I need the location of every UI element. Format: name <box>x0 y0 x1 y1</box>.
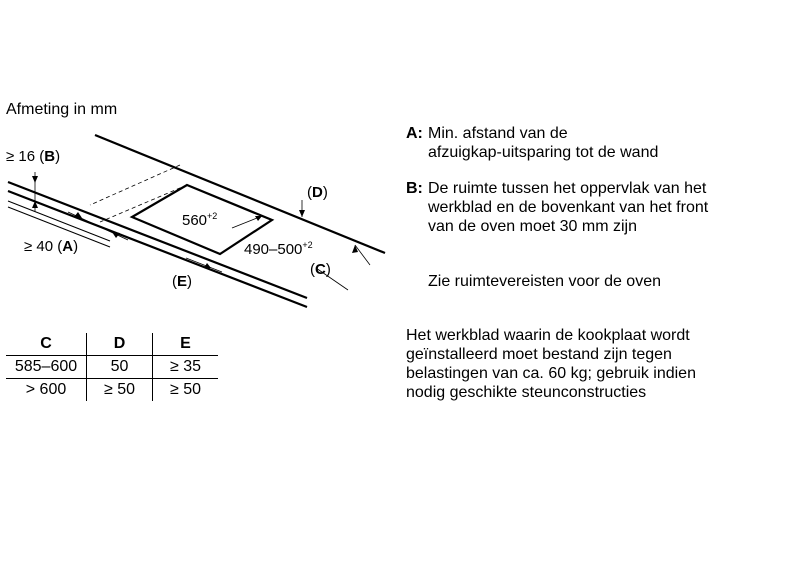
label-a-prefix: ≥ 40 ( <box>24 238 63 255</box>
note-b-key: B: <box>406 180 423 197</box>
table-cell: 585–600 <box>6 356 87 379</box>
dim-c-line-2 <box>355 245 370 265</box>
note-b-line-3: van de oven moet 30 mm zijn <box>428 218 637 235</box>
table-header-e: E <box>153 333 219 356</box>
dim-c-arrow <box>352 245 358 253</box>
label-c-prefix: ( <box>310 261 315 278</box>
diagram-title: Afmeting in mm <box>6 101 118 118</box>
label-width <box>182 207 217 230</box>
note-b-text <box>428 179 708 236</box>
label-b-suffix: ) <box>55 148 61 165</box>
note-b <box>406 179 708 236</box>
table-cell: 50 <box>87 356 153 379</box>
label-e-suffix: ) <box>187 273 193 290</box>
note-b-line-1: De ruimte tussen het oppervlak van het <box>428 180 707 197</box>
table-header-row <box>6 333 218 356</box>
table-row <box>6 379 218 402</box>
front-lower-line-1 <box>8 201 110 241</box>
label-b <box>6 148 60 166</box>
dimension-table <box>6 333 218 401</box>
label-d-key: D <box>312 184 323 201</box>
label-a-key: A <box>62 238 74 255</box>
table-row <box>6 356 218 379</box>
note-a-key: A: <box>406 125 423 142</box>
note-oven: Zie ruimtevereisten voor de oven <box>428 273 661 290</box>
dim-b-arrow-top <box>32 176 38 183</box>
label-e-prefix: ( <box>172 273 177 290</box>
note-a-line-2: afzuigkap-uitsparing tot de wand <box>428 144 659 161</box>
label-width-value: 560 <box>182 212 208 229</box>
label-e-key: E <box>177 273 188 290</box>
table-header-d: D <box>87 333 153 356</box>
label-width-tolerance: +2 <box>207 211 218 221</box>
note-worktop <box>406 326 696 402</box>
table-cell: ≥ 50 <box>169 381 202 398</box>
label-d-suffix: ) <box>322 184 328 201</box>
note-worktop-line-1: Het werkblad waarin de kookplaat wordt <box>406 327 690 344</box>
label-depth <box>244 236 313 259</box>
dim-d-arrow <box>299 210 305 217</box>
table-cell: ≥ 50 <box>87 379 153 402</box>
label-depth-value: 490–500 <box>244 241 303 258</box>
label-c <box>310 261 331 279</box>
cutout-dash-guide-2 <box>90 165 180 205</box>
note-a-text <box>428 124 658 162</box>
label-b-key: B <box>44 148 56 165</box>
worktop-back-edge <box>95 135 385 253</box>
table-cell: ≥ 35 <box>153 356 219 379</box>
table-header-c: C <box>6 333 87 356</box>
note-a <box>406 124 658 162</box>
label-c-suffix: ) <box>325 261 331 278</box>
note-worktop-line-3: belastingen van ca. 60 kg; gebruik indien <box>406 365 696 382</box>
label-depth-tolerance: +2 <box>302 240 313 250</box>
label-d-prefix: ( <box>307 184 312 201</box>
label-a-suffix: ) <box>73 238 79 255</box>
label-d <box>307 184 328 202</box>
dim-e-line <box>186 258 222 272</box>
cutout-dash-guide-1 <box>100 185 187 222</box>
label-c-key: C <box>315 261 326 278</box>
label-a <box>24 238 78 256</box>
label-b-prefix: ≥ 16 ( <box>6 148 45 165</box>
note-a-line-1: Min. afstand van de <box>428 125 568 142</box>
note-worktop-line-2: geïnstalleerd moet bestand zijn tegen <box>406 346 672 363</box>
table-cell: > 600 <box>6 379 87 402</box>
note-b-line-2: werkblad en de bovenkant van het front <box>428 199 709 216</box>
note-worktop-line-4: nodig geschikte steunconstructies <box>406 384 647 401</box>
label-e <box>172 273 192 291</box>
